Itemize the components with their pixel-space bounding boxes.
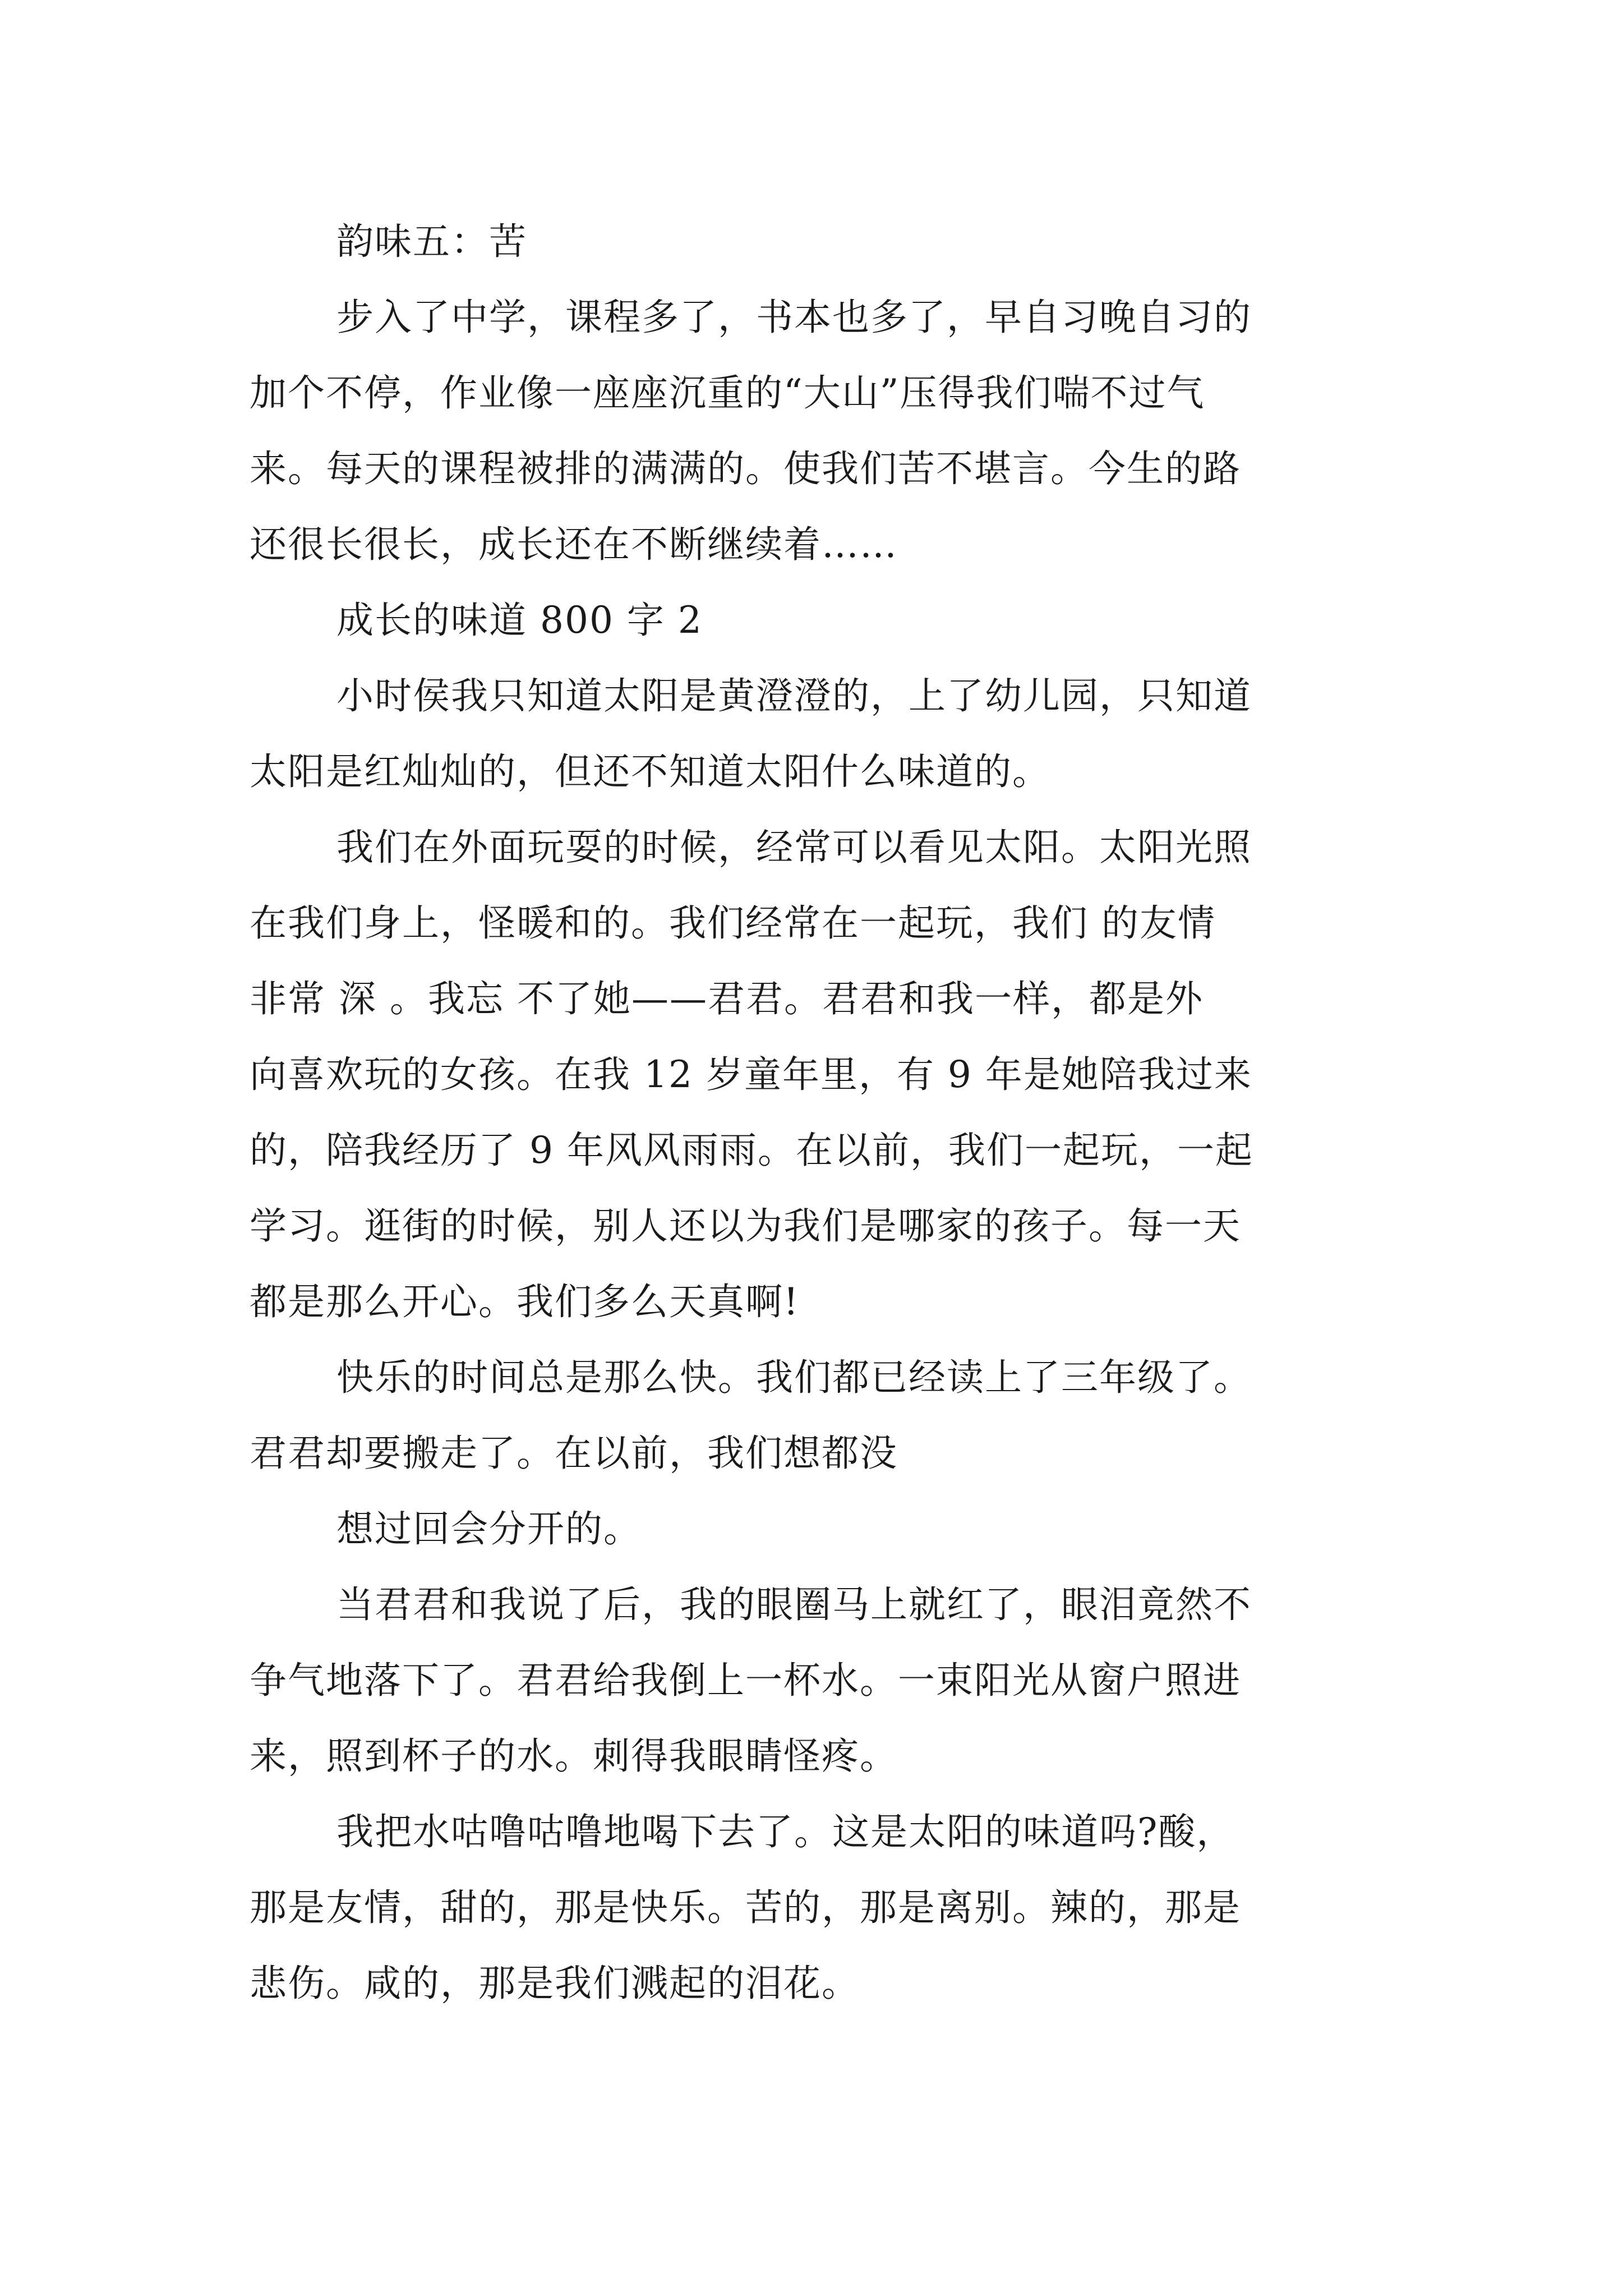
paragraph-line: 快乐的时间总是那么快。我们都已经读上了三年级了。 (336, 1356, 1252, 1399)
paragraph-line: 非常 深 。我忘 不了她——君君。君君和我一样，都是外 (250, 977, 1204, 1020)
paragraph-line: 太阳是红灿灿的，但还不知道太阳什么味道的。 (250, 750, 1050, 793)
paragraph-line: 我把水咕噜咕噜地喝下去了。这是太阳的味道吗?酸， (336, 1810, 1235, 1853)
section-heading: 韵味五：苦 (336, 220, 527, 263)
paragraph-line: 那是友情，甜的，那是快乐。苦的，那是离别。辣的，那是 (250, 1886, 1241, 1929)
paragraph-line: 都是那么开心。我们多么天真啊! (250, 1280, 800, 1323)
paragraph-line: 当君君和我说了后，我的眼圈马上就红了，眼泪竟然不 (336, 1583, 1252, 1626)
paragraph-line: 学习。逛街的时候，别人还以为我们是哪家的孩子。每一天 (250, 1204, 1241, 1248)
paragraph-line: 君君却要搬走了。在以前，我们想都没 (250, 1432, 898, 1475)
paragraph-line: 来。每天的课程被排的满满的。使我们苦不堪言。今生的路 (250, 447, 1241, 490)
paragraph-line: 我们在外面玩耍的时候，经常可以看见太阳。太阳光照 (336, 826, 1252, 869)
paragraph-line: 的，陪我经历了 9 年风风雨雨。在以前，我们一起玩，一起 (250, 1129, 1253, 1172)
paragraph-line: 小时侯我只知道太阳是黄澄澄的，上了幼儿园，只知道 (336, 674, 1252, 717)
paragraph-line: 步入了中学，课程多了，书本也多了，早自习晚自习的 (336, 296, 1252, 339)
paragraph-line: 想过回会分开的。 (336, 1507, 642, 1550)
article-title: 成长的味道 800 字 2 (336, 599, 703, 642)
paragraph-line: 在我们身上，怪暖和的。我们经常在一起玩，我们 的友情 (250, 901, 1216, 945)
paragraph-line: 争气地落下了。君君给我倒上一杯水。一束阳光从窗户照进 (250, 1659, 1241, 1702)
paragraph-line: 还很长很长，成长还在不断继续着…… (250, 523, 898, 566)
paragraph-line: 悲伤。咸的，那是我们溅起的泪花。 (250, 1962, 860, 2005)
paragraph-line: 向喜欢玩的女孩。在我 12 岁童年里，有 9 年是她陪我过来 (250, 1053, 1252, 1096)
paragraph-line: 加个不停，作业像一座座沉重的“大山”压得我们喘不过气 (250, 371, 1205, 415)
paragraph-line: 来，照到杯子的水。刺得我眼睛怪疼。 (250, 1734, 898, 1778)
